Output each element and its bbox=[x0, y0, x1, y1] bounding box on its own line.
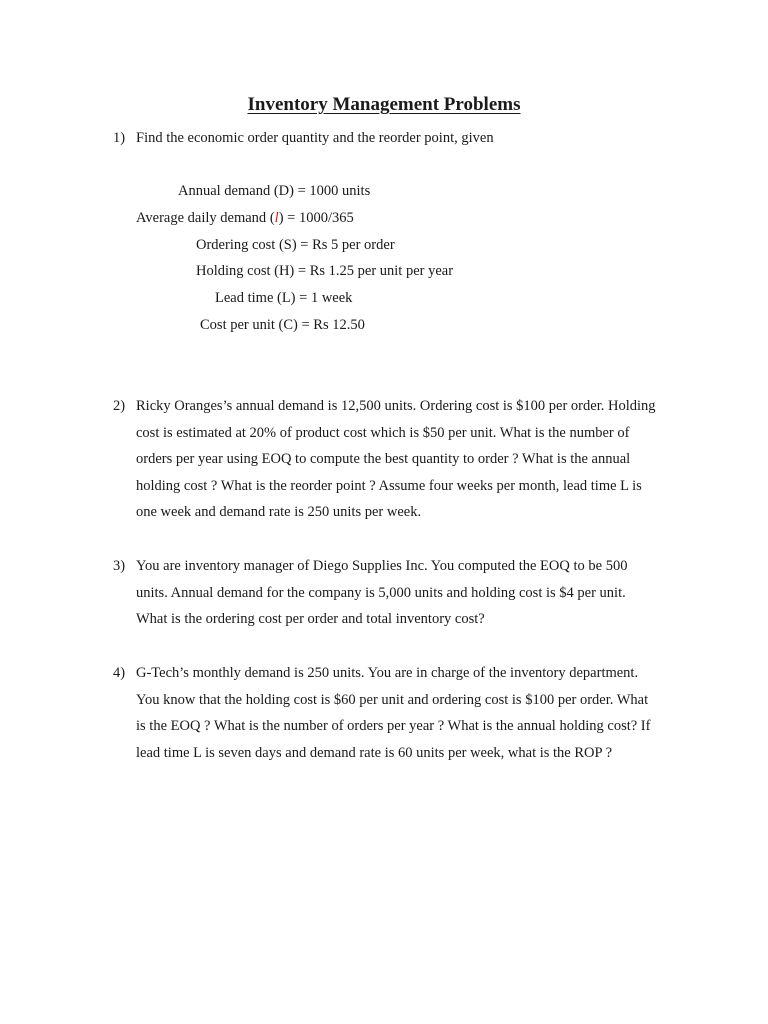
problem-2-line: orders per year using EOQ to compute the best quantity to order ? What is the annual bbox=[136, 451, 631, 467]
problem-2-line: holding cost ? What is the reorder point ? Assume four weeks per month, lead time L is bbox=[136, 478, 642, 494]
problem-2-line: Ricky Oranges’s annual demand is 12,500 units. Ordering cost is $100 per order. Holding bbox=[136, 398, 656, 414]
problem-3-line: What is the ordering cost per order and total inventory cost? bbox=[136, 611, 485, 627]
given-ordering-cost: Ordering cost (S) = Rs 5 per order bbox=[196, 237, 395, 253]
problem-4-line: lead time L is seven days and demand rate is 60 units per week, what is the ROP ? bbox=[136, 745, 613, 761]
daily-demand-symbol: l bbox=[274, 210, 279, 226]
problem-2-line: cost is estimated at 20% of product cost which is $50 per unit. What is the number of bbox=[136, 425, 630, 441]
page-title: Inventory Management Problems bbox=[247, 94, 521, 115]
problem-1-number: 1) bbox=[113, 130, 126, 146]
problem-4-line: is the EOQ ? What is the number of orders per year ? What is the annual holding cost? If bbox=[136, 718, 651, 734]
given-cost-per-unit: Cost per unit (C) = Rs 12.50 bbox=[200, 317, 365, 333]
problem-4-number: 4) bbox=[113, 665, 126, 681]
problem-2-line: one week and demand rate is 250 units per week. bbox=[136, 504, 422, 520]
given-average-daily-demand bbox=[136, 210, 354, 227]
given-holding-cost: Holding cost (H) = Rs 1.25 per unit per year bbox=[196, 263, 454, 279]
problem-3-number: 3) bbox=[113, 558, 126, 574]
problem-4-line: You know that the holding cost is $60 per unit and ordering cost is $100 per order. What bbox=[136, 692, 649, 708]
problem-2-number: 2) bbox=[113, 398, 126, 414]
given-lead-time: Lead time (L) = 1 week bbox=[215, 290, 353, 306]
given-average-daily-demand-value: ) = 1000/365 bbox=[278, 210, 354, 226]
problem-1-intro: Find the economic order quantity and the reorder point, given bbox=[136, 130, 494, 146]
given-average-daily-demand-label: Average daily demand bbox=[136, 210, 267, 226]
problem-4-line: G-Tech’s monthly demand is 250 units. You are in charge of the inventory department. bbox=[136, 665, 639, 681]
problem-3-line: units. Annual demand for the company is 5,000 units and holding cost is $4 per unit. bbox=[136, 585, 626, 601]
problem-3-line: You are inventory manager of Diego Supplies Inc. You computed the EOQ to be 500 bbox=[136, 558, 628, 574]
given-annual-demand: Annual demand (D) = 1000 units bbox=[178, 183, 371, 199]
given-average-daily-demand-open-paren: ( bbox=[269, 210, 275, 226]
